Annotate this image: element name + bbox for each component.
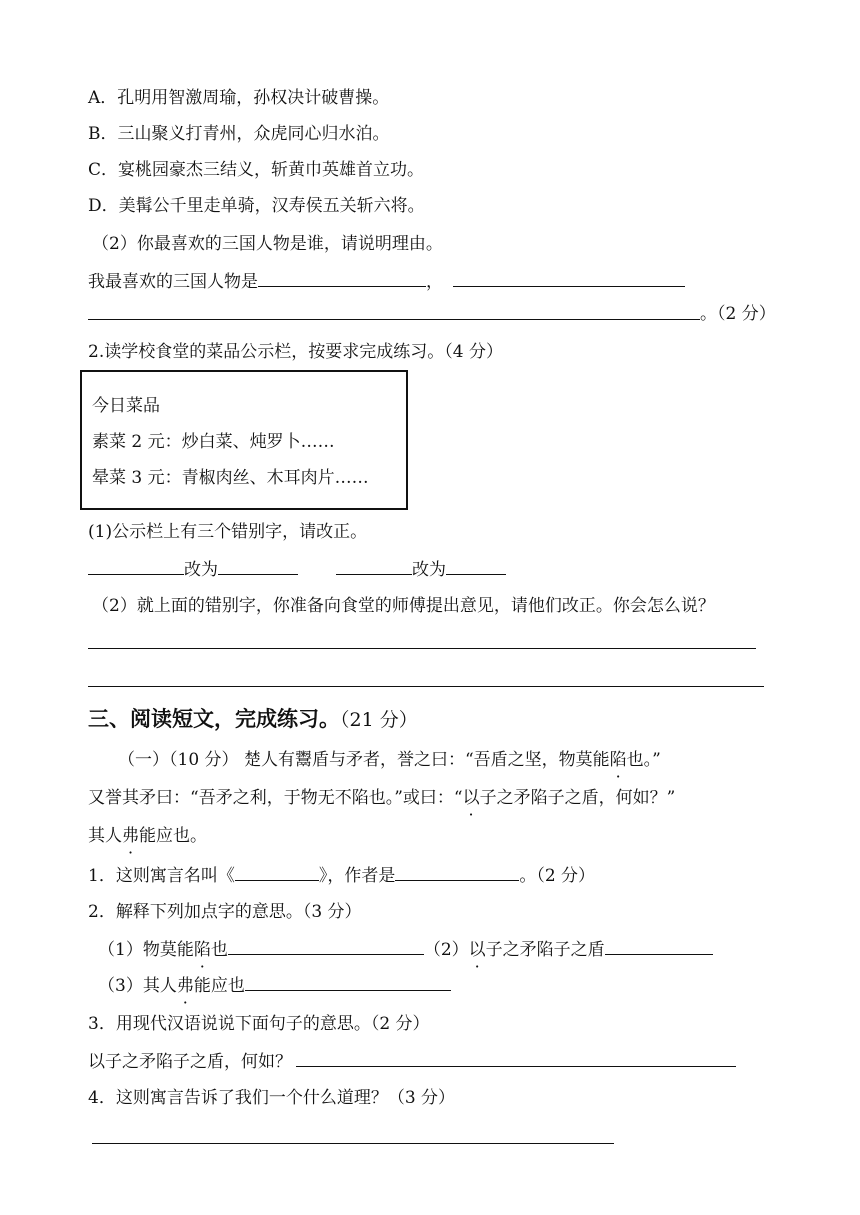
wrong-char-blank-2[interactable] [336, 556, 412, 575]
passage-text: 也。” [626, 750, 661, 770]
option-a: A．孔明用智激周瑜，孙权决计破曹操。 [88, 88, 390, 108]
change-label-1: 改为 [184, 560, 218, 580]
menu-board-line-1: 素菜 2 元：炒白菜、炖罗卜…… [92, 432, 335, 452]
question-3: 3．用现代汉语说说下面句子的意思。（2 分） [88, 1014, 430, 1034]
menu-board [80, 370, 408, 510]
q2-3-text: （3）其人 [98, 976, 177, 996]
q1-2-score: （2 分） [717, 304, 776, 324]
title-blank[interactable] [235, 862, 319, 881]
q1-text: 1．这则寓言名叫《 [88, 866, 235, 886]
q2-2-text: （2） [423, 940, 469, 960]
q2-sub2: （2）就上面的错别字，你准备向食堂的师傅提出意见，请他们改正。你会怎么说？ [92, 596, 715, 616]
q2-1-blank[interactable] [228, 936, 424, 955]
comma: ， [426, 272, 443, 292]
q2-2-blank[interactable] [605, 936, 713, 955]
section-3-title: 三、阅读短文，完成练习。 [88, 706, 340, 731]
answer-blank-character[interactable] [258, 268, 426, 287]
q3-sentence-text: 以子之矛陷子之盾，何如？ [88, 1052, 292, 1072]
passage-text: 子之矛陷子之盾，何如？” [479, 788, 676, 808]
q2-title: 2.读学校食堂的菜品公示栏，按要求完成练习。（4 分） [88, 342, 503, 362]
option-c: C．宴桃园豪杰三结义，斩黄巾英雄首立功。 [88, 160, 425, 180]
passage-text: 又誉其矛曰：“吾矛之利，于物无不陷也。”或曰：“ [88, 788, 463, 808]
end-mark: 。 [700, 304, 717, 324]
q2-3-blank[interactable] [245, 972, 451, 991]
dotted-char: 弗 [122, 826, 139, 846]
q3-blank[interactable] [296, 1048, 736, 1067]
question-3-sentence [88, 1048, 736, 1074]
question-2: 2．解释下列加点字的意思。（3 分） [88, 902, 362, 922]
change-label-2: 改为 [412, 560, 446, 580]
menu-board-title: 今日菜品 [92, 396, 160, 416]
answer-prefix: 我最喜欢的三国人物是 [88, 272, 258, 292]
option-d: D．美髯公千里走单骑，汉寿侯五关斩六将。 [88, 196, 425, 216]
option-b: B．三山聚义打青州，众虎同心归水泊。 [88, 124, 390, 144]
passage-line-3 [88, 824, 207, 848]
section-3-heading [88, 704, 418, 735]
menu-board-line-2: 晕菜 3 元：青椒肉丝、木耳肉片…… [92, 468, 369, 488]
q2-1-text: （1）物莫能 [98, 940, 194, 960]
passage-line-1 [118, 748, 661, 772]
dotted-char: 陷 [193, 940, 211, 960]
dotted-char: 以 [462, 788, 480, 808]
question-1 [88, 862, 595, 888]
passage-text: 其人 [88, 826, 122, 846]
wrong-char-blank-1[interactable] [88, 556, 184, 575]
author-blank[interactable] [395, 862, 519, 881]
dotted-char: 弗 [176, 976, 194, 996]
question-2-part-3 [98, 972, 451, 998]
answer-blank-reason[interactable] [453, 268, 685, 287]
correction-row [88, 556, 506, 582]
passage-text: 能应也。 [139, 826, 207, 846]
dotted-char: 以 [468, 940, 486, 960]
section-3-score: （21 分） [340, 709, 418, 731]
correct-char-blank-1[interactable] [218, 556, 298, 575]
q4-answer-line[interactable] [92, 1143, 614, 1144]
question-2-parts [98, 936, 713, 962]
q1-score: 。（2 分） [519, 866, 596, 886]
q2-answer-line-1[interactable] [88, 648, 756, 649]
q1-2-end [700, 302, 776, 326]
answer-blank-reason-cont[interactable] [88, 319, 700, 320]
passage-line-2 [88, 786, 675, 810]
q2-1-text-2: 也 [210, 940, 228, 960]
q1-2-prompt: （2）你最喜欢的三国人物是谁，请说明理由。 [92, 234, 443, 254]
q1-2-answer-line [88, 268, 685, 294]
correct-char-blank-2[interactable] [446, 556, 506, 575]
q2-2-text-2: 子之矛陷子之盾 [485, 940, 605, 960]
question-4: 4．这则寓言告诉了我们一个什么道理？（3 分） [88, 1088, 456, 1108]
q2-answer-line-2[interactable] [88, 686, 764, 687]
passage-text: （一）（10 分） 楚人有鬻盾与矛者，誉之曰：“吾盾之坚，物莫能 [118, 750, 610, 770]
q1-text-2: 》，作者是 [318, 866, 396, 886]
q2-sub1: (1)公示栏上有三个错别字，请改正。 [88, 522, 368, 542]
q2-3-text-2: 能应也 [193, 976, 245, 996]
dotted-char: 陷 [609, 750, 627, 770]
